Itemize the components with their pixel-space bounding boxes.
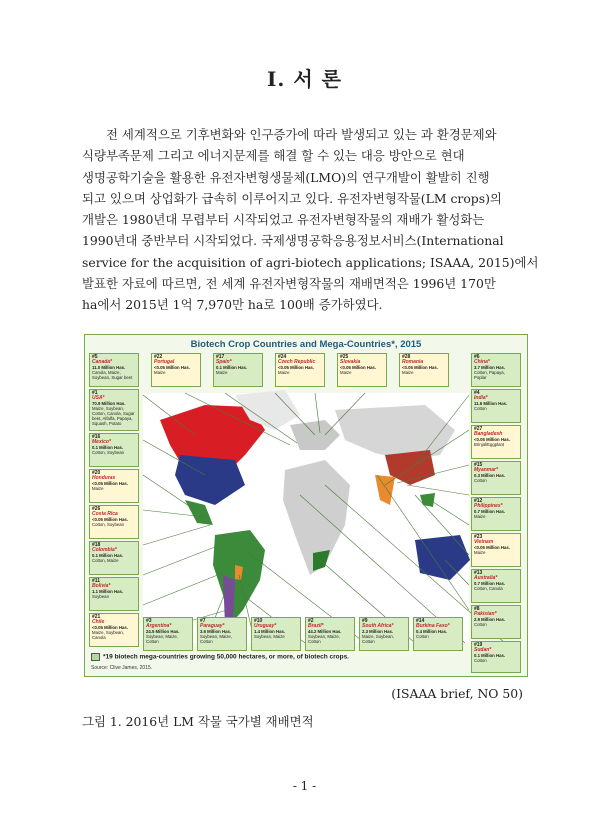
country-name: Spain*	[216, 359, 232, 365]
paragraph-line: 개발은 1980년대 무렵부터 시작되었고 유전자변형작물의 재배가 활성화는	[82, 212, 485, 228]
country-rank: #2	[308, 618, 314, 624]
country-rank: #18	[92, 542, 101, 548]
country-rank: #24	[278, 354, 287, 360]
country-name: Bolivia*	[92, 583, 111, 589]
country-rank: #27	[474, 426, 483, 432]
country-area: <0.05 Million Has.	[474, 545, 510, 550]
country-area: 1.1 Million Has.	[92, 589, 124, 594]
country-rank: #16	[92, 434, 101, 440]
country-crops: Soybean, Maize, Cotton	[146, 634, 179, 644]
country-name: Philippines*	[474, 503, 503, 509]
country-rank: #3	[146, 618, 152, 624]
country-rank: #14	[416, 618, 425, 624]
country-area: 1.4 Million Has.	[254, 629, 286, 634]
country-name: Pakistan*	[474, 611, 497, 617]
paragraph-line: 생명공학기술을 활용한 유전자변형생물체(LMO)의 연구개발이 활발히 진행	[82, 169, 490, 185]
country-area: 70.9 Million Has.	[92, 401, 126, 406]
country-rank: #9	[362, 618, 368, 624]
country-box-argentina	[143, 617, 193, 651]
country-box-paraguay	[197, 617, 247, 651]
country-area: 2.9 Million Has.	[474, 617, 506, 622]
country-area: <0.05 Million Has.	[92, 625, 128, 630]
country-crops: Cotton	[474, 406, 487, 411]
country-box-chile	[89, 613, 139, 647]
country-box-brazil	[305, 617, 355, 651]
country-name: Colombia*	[92, 547, 117, 553]
country-area: 0.1 Million Has.	[216, 365, 248, 370]
country-name: USA*	[92, 395, 105, 401]
country-crops: Maize	[474, 550, 486, 555]
country-rank: #1	[92, 390, 98, 396]
country-area: 0.1 Million Has.	[474, 653, 506, 658]
country-area: 0.7 Million Has.	[474, 509, 506, 514]
figure-legend	[91, 653, 349, 661]
country-box-romania	[399, 353, 449, 387]
figure-caption: 그림 1. 2016년 LM 작물 국가별 재배면적	[82, 714, 314, 729]
country-area: <0.05 Million Has.	[474, 437, 510, 442]
country-rank: #7	[200, 618, 206, 624]
country-area: <0.05 Million Has.	[340, 365, 376, 370]
country-crops: Cotton, Maize	[92, 558, 119, 563]
country-area: 44.2 Million Has.	[308, 629, 342, 634]
country-area: 0.1 Million Has.	[92, 445, 124, 450]
country-name: Paraguay*	[200, 623, 225, 629]
country-rank: #8	[474, 606, 480, 612]
country-box-colombia	[89, 541, 139, 575]
country-rank: #25	[340, 354, 349, 360]
country-rank: #6	[474, 354, 480, 360]
country-area: 11.0 Million Has.	[92, 365, 126, 370]
country-box-uruguay	[251, 617, 301, 651]
paragraph-line: 식량부족문제 그리고 에너지문제를 해결 할 수 있는 대응 방안으로 현대	[82, 148, 465, 164]
country-box-bangladesh	[471, 425, 521, 459]
country-crops: Cotton, Soybean	[92, 450, 125, 455]
country-crops: Soybean, Maize, Cotton	[308, 634, 341, 644]
country-name: Canada*	[92, 359, 113, 365]
country-rank: #5	[92, 354, 98, 360]
country-box-spain	[213, 353, 263, 387]
country-box-honduras	[89, 469, 139, 503]
country-area: 0.4 Million Has.	[416, 629, 448, 634]
country-box-south-africa	[359, 617, 409, 651]
country-box-pakistan	[471, 605, 521, 639]
country-box-india	[471, 389, 521, 423]
country-area: <0.05 Million Has.	[92, 481, 128, 486]
paragraph-line: 되고 있으며 상업화가 급속히 이루어지고 있다. 유전자변형작물(LM crops)의	[82, 190, 502, 206]
country-crops: Soybean, Maize, Cotton	[200, 634, 233, 644]
country-name: Vietnam	[474, 539, 494, 545]
country-rank: #11	[92, 578, 101, 584]
country-crops: Brinjal/Eggplant	[474, 442, 505, 447]
country-box-slovakia	[337, 353, 387, 387]
country-rank: #19	[474, 642, 483, 648]
country-rank: #28	[402, 354, 411, 360]
country-rank: #22	[154, 354, 163, 360]
country-name: Portugal	[154, 359, 175, 365]
country-box-myanmar	[471, 461, 521, 495]
country-area: 0.1 Million Has.	[92, 553, 124, 558]
figure-source: Source: Clive James, 2015.	[91, 665, 153, 671]
country-crops: Cotton, Papaya, Poplar	[474, 370, 505, 380]
country-crops: Canola, Maize, Soybean, Sugar beet	[92, 370, 133, 380]
country-crops: Maize	[154, 370, 166, 375]
country-name: Australia*	[474, 575, 498, 581]
paragraph-line: 발표한 자료에 따르면, 전 세계 유전자변형작물의 재배면적은 1996년 170만	[82, 276, 496, 292]
country-crops: Cotton, Soybean	[92, 522, 125, 527]
country-rank: #23	[474, 534, 483, 540]
country-crops: Maize, Soybean, Cotton	[362, 634, 395, 644]
country-crops: Maize	[216, 370, 228, 375]
country-name: Uruguay*	[254, 623, 277, 629]
country-crops: Maize, Soybean, Canola	[92, 630, 125, 640]
country-box-burkina-faso	[413, 617, 463, 651]
legend-swatch	[91, 653, 100, 661]
country-box-mexico	[89, 433, 139, 467]
country-box-australia	[471, 569, 521, 603]
country-rank: #13	[474, 570, 483, 576]
country-area: 3.6 Million Has.	[200, 629, 232, 634]
country-crops: Soybean, Maize	[254, 634, 285, 639]
country-crops: Maize	[402, 370, 414, 375]
paragraph-line: 전 세계적으로 기후변화와 인구증가에 따라 발생되고 있는 과 환경문제와	[106, 127, 497, 142]
country-crops: Maize	[92, 486, 104, 491]
country-rank: #12	[474, 498, 483, 504]
country-crops: Cotton	[474, 478, 487, 483]
country-box-vietnam	[471, 533, 521, 567]
source-note: (ISAAA brief, NO 50)	[391, 686, 523, 701]
country-area: 2.3 Million Has.	[362, 629, 394, 634]
country-name: South Africa*	[362, 623, 394, 629]
country-crops: Maize	[474, 514, 486, 519]
country-crops: Maize	[340, 370, 352, 375]
country-box-portugal	[151, 353, 201, 387]
country-area: 24.5 Million Has.	[146, 629, 180, 634]
country-name: Costa Rica	[92, 511, 118, 517]
country-area: 0.7 Million Has.	[474, 581, 506, 586]
country-name: Myanmar*	[474, 467, 498, 473]
country-rank: #21	[92, 614, 101, 620]
country-area: <0.05 Million Has.	[92, 517, 128, 522]
country-name: Chile	[92, 619, 105, 625]
country-name: Burkina Faso*	[416, 623, 450, 629]
paragraph-line: ha에서 2015년 1억 7,970만 ha로 100배 증가하였다.	[82, 297, 383, 313]
country-name: Brazil*	[308, 623, 324, 629]
country-rank: #10	[254, 618, 263, 624]
country-area: <0.05 Million Has.	[278, 365, 314, 370]
country-name: Romania	[402, 359, 424, 365]
country-name: Bangladesh	[474, 431, 503, 437]
country-crops: Cotton	[474, 658, 487, 663]
country-rank: #17	[216, 354, 225, 360]
country-box-bolivia	[89, 577, 139, 611]
country-crops: Soybean	[92, 594, 109, 599]
country-rank: #20	[92, 470, 101, 476]
country-rank: #15	[474, 462, 483, 468]
country-crops: Cotton	[416, 634, 429, 639]
country-name: Argentina*	[146, 623, 172, 629]
country-name: Czech Republic	[278, 359, 316, 365]
page-number: - 1 -	[292, 779, 317, 793]
country-crops: Maize, Soybean, Cotton, Canola, Sugar beet, Alfalfa, Papaya, Squash, Potato	[92, 406, 135, 426]
legend-text: *19 biotech mega-countries growing 50,000 hectares, or more, of biotech crops.	[103, 653, 349, 661]
country-rank: #26	[92, 506, 101, 512]
section-title: I. 서 론	[267, 67, 342, 91]
country-box-czech-republic	[275, 353, 325, 387]
country-area: 0.3 Million Has.	[474, 473, 506, 478]
country-crops: Cotton	[474, 622, 487, 627]
country-box-usa	[89, 389, 139, 431]
country-area: 3.7 Million Has.	[474, 365, 506, 370]
country-crops: Cotton, Canola	[474, 586, 503, 591]
country-area: 11.6 Million Has.	[474, 401, 508, 406]
paragraph-line: service for the acquisition of agri-biotech applications; ISAAA, 2015)에서	[82, 254, 539, 270]
country-name: Slovakia	[340, 359, 361, 365]
country-crops: Maize	[278, 370, 290, 375]
country-name: India*	[474, 395, 488, 401]
country-area: <0.05 Million Has.	[154, 365, 190, 370]
figure-title: Biotech Crop Countries and Mega-Countries*, 2015	[190, 339, 422, 350]
intro-paragraph	[82, 124, 539, 316]
country-box-costa-rica	[89, 505, 139, 539]
paragraph-line: 1990년대 중반부터 시작되었다. 국제생명공학응용정보서비스(International	[82, 233, 504, 249]
country-box-philippines	[471, 497, 521, 531]
country-box-sudan	[471, 641, 521, 673]
country-box-canada	[89, 353, 139, 387]
country-area: <0.05 Million Has.	[402, 365, 438, 370]
biotech-crop-figure	[84, 334, 528, 677]
country-rank: #4	[474, 390, 480, 396]
country-name: Mexico*	[92, 439, 111, 445]
country-name: Sudan*	[474, 647, 492, 653]
country-name: Honduras	[92, 475, 116, 481]
country-name: China*	[474, 359, 490, 365]
country-box-china	[471, 353, 521, 387]
